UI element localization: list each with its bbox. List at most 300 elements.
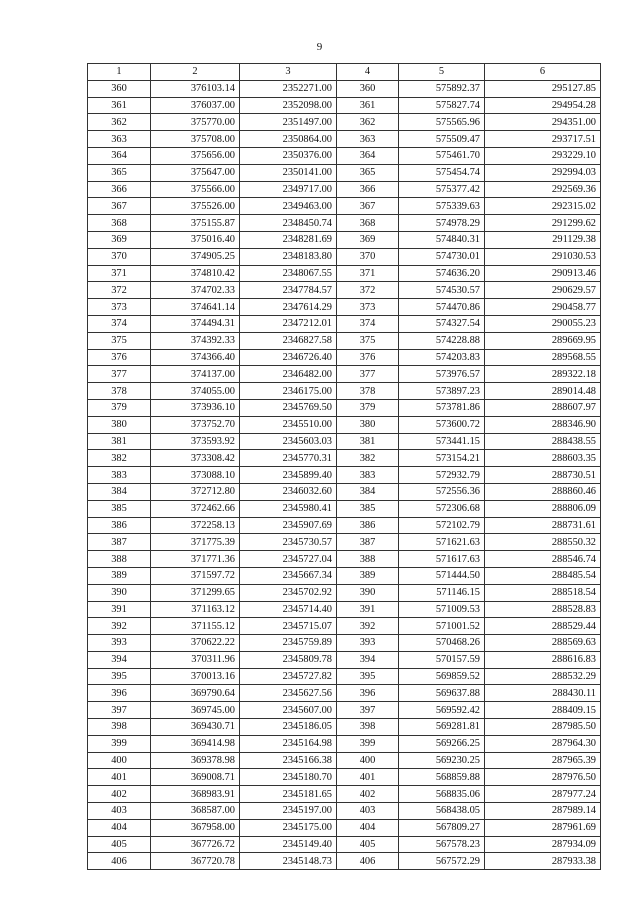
x-coordinate-cell: 369430.71: [151, 719, 240, 736]
point-number-cell: 390: [337, 584, 399, 601]
y-coordinate-cell: 2348183.80: [240, 248, 337, 265]
x-coordinate-cell: 374494.31: [151, 315, 240, 332]
point-number-cell: 396: [337, 685, 399, 702]
point-number-cell: 403: [88, 803, 151, 820]
y-coordinate-cell: 2350376.00: [240, 147, 337, 164]
table-row: [88, 668, 601, 685]
point-number-cell: 384: [88, 483, 151, 500]
y-coordinate-cell: 287965.39: [485, 752, 601, 769]
table-row: [88, 786, 601, 803]
y-coordinate-cell: 2348281.69: [240, 231, 337, 248]
y-coordinate-cell: 294351.00: [485, 114, 601, 131]
x-coordinate-cell: 570157.59: [399, 651, 485, 668]
x-coordinate-cell: 574228.88: [399, 332, 485, 349]
point-number-cell: 395: [88, 668, 151, 685]
x-coordinate-cell: 573781.86: [399, 399, 485, 416]
table-row: [88, 853, 601, 870]
table-row: [88, 635, 601, 652]
y-coordinate-cell: 288546.74: [485, 551, 601, 568]
x-coordinate-cell: 370311.96: [151, 651, 240, 668]
x-coordinate-cell: 370622.22: [151, 635, 240, 652]
table-row: [88, 534, 601, 551]
point-number-cell: 389: [88, 567, 151, 584]
x-coordinate-cell: 375526.00: [151, 198, 240, 215]
x-coordinate-cell: 373308.42: [151, 450, 240, 467]
x-coordinate-cell: 575565.96: [399, 114, 485, 131]
table-row: [88, 836, 601, 853]
table-row: [88, 399, 601, 416]
y-coordinate-cell: 2346726.40: [240, 349, 337, 366]
point-number-cell: 390: [88, 584, 151, 601]
x-coordinate-cell: 568835.06: [399, 786, 485, 803]
x-coordinate-cell: 567578.23: [399, 836, 485, 853]
point-number-cell: 368: [337, 215, 399, 232]
point-number-cell: 391: [337, 601, 399, 618]
point-number-cell: 377: [337, 366, 399, 383]
y-coordinate-cell: 2348067.55: [240, 265, 337, 282]
point-number-cell: 385: [337, 500, 399, 517]
table-row: [88, 618, 601, 635]
y-coordinate-cell: 295127.85: [485, 80, 601, 97]
y-coordinate-cell: 2350141.00: [240, 164, 337, 181]
point-number-cell: 388: [337, 551, 399, 568]
y-coordinate-cell: 2345181.65: [240, 786, 337, 803]
x-coordinate-cell: 367720.78: [151, 853, 240, 870]
y-coordinate-cell: 289669.95: [485, 332, 601, 349]
table-row: [88, 282, 601, 299]
x-coordinate-cell: 573441.15: [399, 433, 485, 450]
table-row: [88, 416, 601, 433]
x-coordinate-cell: 574470.86: [399, 299, 485, 316]
point-number-cell: 373: [337, 299, 399, 316]
y-coordinate-cell: 291299.62: [485, 215, 601, 232]
point-number-cell: 403: [337, 803, 399, 820]
point-number-cell: 400: [337, 752, 399, 769]
y-coordinate-cell: 288730.51: [485, 467, 601, 484]
x-coordinate-cell: 573154.21: [399, 450, 485, 467]
coordinates-table: [87, 63, 601, 870]
column-header: 2: [151, 64, 240, 81]
table-row: [88, 735, 601, 752]
x-coordinate-cell: 575377.42: [399, 181, 485, 198]
table-row: [88, 131, 601, 148]
point-number-cell: 372: [88, 282, 151, 299]
y-coordinate-cell: 287964.30: [485, 735, 601, 752]
table-row: [88, 483, 601, 500]
point-number-cell: 367: [88, 198, 151, 215]
y-coordinate-cell: 2345769.50: [240, 399, 337, 416]
x-coordinate-cell: 375155.87: [151, 215, 240, 232]
table-row: [88, 752, 601, 769]
table-row: [88, 433, 601, 450]
x-coordinate-cell: 574530.57: [399, 282, 485, 299]
x-coordinate-cell: 575461.70: [399, 147, 485, 164]
x-coordinate-cell: 573600.72: [399, 416, 485, 433]
y-coordinate-cell: 2345164.98: [240, 735, 337, 752]
x-coordinate-cell: 374810.42: [151, 265, 240, 282]
y-coordinate-cell: 289568.55: [485, 349, 601, 366]
x-coordinate-cell: 567572.29: [399, 853, 485, 870]
column-header: 3: [240, 64, 337, 81]
point-number-cell: 384: [337, 483, 399, 500]
y-coordinate-cell: 287961.69: [485, 819, 601, 836]
x-coordinate-cell: 369378.98: [151, 752, 240, 769]
table-row: [88, 769, 601, 786]
y-coordinate-cell: 288550.32: [485, 534, 601, 551]
point-number-cell: 375: [88, 332, 151, 349]
x-coordinate-cell: 569266.25: [399, 735, 485, 752]
point-number-cell: 376: [337, 349, 399, 366]
point-number-cell: 365: [337, 164, 399, 181]
table-row: [88, 819, 601, 836]
point-number-cell: 406: [88, 853, 151, 870]
y-coordinate-cell: 288346.90: [485, 416, 601, 433]
x-coordinate-cell: 369745.00: [151, 702, 240, 719]
point-number-cell: 363: [88, 131, 151, 148]
y-coordinate-cell: 2346032.60: [240, 483, 337, 500]
y-coordinate-cell: 2345607.00: [240, 702, 337, 719]
y-coordinate-cell: 2345730.57: [240, 534, 337, 551]
x-coordinate-cell: 572932.79: [399, 467, 485, 484]
y-coordinate-cell: 2345180.70: [240, 769, 337, 786]
x-coordinate-cell: 568438.05: [399, 803, 485, 820]
table-row: [88, 702, 601, 719]
x-coordinate-cell: 575827.74: [399, 97, 485, 114]
y-coordinate-cell: 2345197.00: [240, 803, 337, 820]
point-number-cell: 387: [88, 534, 151, 551]
x-coordinate-cell: 375647.00: [151, 164, 240, 181]
y-coordinate-cell: 2349463.00: [240, 198, 337, 215]
column-header: 1: [88, 64, 151, 81]
column-header: 4: [337, 64, 399, 81]
x-coordinate-cell: 575892.37: [399, 80, 485, 97]
table-row: [88, 567, 601, 584]
point-number-cell: 399: [88, 735, 151, 752]
y-coordinate-cell: 2352271.00: [240, 80, 337, 97]
table-row: [88, 248, 601, 265]
x-coordinate-cell: 569230.25: [399, 752, 485, 769]
point-number-cell: 362: [337, 114, 399, 131]
point-number-cell: 370: [337, 248, 399, 265]
x-coordinate-cell: 574840.31: [399, 231, 485, 248]
x-coordinate-cell: 569281.81: [399, 719, 485, 736]
x-coordinate-cell: 367726.72: [151, 836, 240, 853]
table-row: [88, 450, 601, 467]
point-number-cell: 393: [88, 635, 151, 652]
table-header-row: [88, 64, 601, 81]
x-coordinate-cell: 569859.52: [399, 668, 485, 685]
column-header: 5: [399, 64, 485, 81]
y-coordinate-cell: 288438.55: [485, 433, 601, 450]
y-coordinate-cell: 2345714.40: [240, 601, 337, 618]
x-coordinate-cell: 571621.63: [399, 534, 485, 551]
y-coordinate-cell: 2345667.34: [240, 567, 337, 584]
x-coordinate-cell: 373593.92: [151, 433, 240, 450]
y-coordinate-cell: 2345149.40: [240, 836, 337, 853]
table-row: [88, 517, 601, 534]
table-row: [88, 299, 601, 316]
x-coordinate-cell: 374702.33: [151, 282, 240, 299]
x-coordinate-cell: 368587.00: [151, 803, 240, 820]
y-coordinate-cell: 288528.83: [485, 601, 601, 618]
x-coordinate-cell: 374137.00: [151, 366, 240, 383]
x-coordinate-cell: 575509.47: [399, 131, 485, 148]
x-coordinate-cell: 570468.26: [399, 635, 485, 652]
point-number-cell: 388: [88, 551, 151, 568]
point-number-cell: 367: [337, 198, 399, 215]
table-row: [88, 198, 601, 215]
table-row: [88, 584, 601, 601]
x-coordinate-cell: 371775.39: [151, 534, 240, 551]
x-coordinate-cell: 373752.70: [151, 416, 240, 433]
y-coordinate-cell: 294954.28: [485, 97, 601, 114]
x-coordinate-cell: 367958.00: [151, 819, 240, 836]
point-number-cell: 381: [88, 433, 151, 450]
point-number-cell: 381: [337, 433, 399, 450]
table-row: [88, 383, 601, 400]
x-coordinate-cell: 571617.63: [399, 551, 485, 568]
table-row: [88, 231, 601, 248]
x-coordinate-cell: 573976.57: [399, 366, 485, 383]
y-coordinate-cell: 289322.18: [485, 366, 601, 383]
table-row: [88, 467, 601, 484]
y-coordinate-cell: 288569.63: [485, 635, 601, 652]
x-coordinate-cell: 572306.68: [399, 500, 485, 517]
x-coordinate-cell: 369790.64: [151, 685, 240, 702]
table-row: [88, 114, 601, 131]
y-coordinate-cell: 2345166.38: [240, 752, 337, 769]
y-coordinate-cell: 291129.38: [485, 231, 601, 248]
point-number-cell: 397: [88, 702, 151, 719]
point-number-cell: 387: [337, 534, 399, 551]
y-coordinate-cell: 288731.61: [485, 517, 601, 534]
y-coordinate-cell: 287933.38: [485, 853, 601, 870]
point-number-cell: 360: [88, 80, 151, 97]
table-row: [88, 651, 601, 668]
point-number-cell: 397: [337, 702, 399, 719]
y-coordinate-cell: 2348450.74: [240, 215, 337, 232]
point-number-cell: 380: [337, 416, 399, 433]
y-coordinate-cell: 290458.77: [485, 299, 601, 316]
x-coordinate-cell: 574203.83: [399, 349, 485, 366]
point-number-cell: 401: [337, 769, 399, 786]
y-coordinate-cell: 2346175.00: [240, 383, 337, 400]
x-coordinate-cell: 571009.53: [399, 601, 485, 618]
point-number-cell: 394: [88, 651, 151, 668]
table-body: [88, 80, 601, 869]
point-number-cell: 360: [337, 80, 399, 97]
x-coordinate-cell: 372712.80: [151, 483, 240, 500]
y-coordinate-cell: 2345186.05: [240, 719, 337, 736]
y-coordinate-cell: 292569.36: [485, 181, 601, 198]
table-row: [88, 349, 601, 366]
y-coordinate-cell: 287934.09: [485, 836, 601, 853]
table-row: [88, 803, 601, 820]
y-coordinate-cell: 2345702.92: [240, 584, 337, 601]
point-number-cell: 379: [88, 399, 151, 416]
y-coordinate-cell: 287989.14: [485, 803, 601, 820]
y-coordinate-cell: 290055.23: [485, 315, 601, 332]
y-coordinate-cell: 293717.51: [485, 131, 601, 148]
point-number-cell: 399: [337, 735, 399, 752]
x-coordinate-cell: 372258.13: [151, 517, 240, 534]
point-number-cell: 396: [88, 685, 151, 702]
x-coordinate-cell: 374366.40: [151, 349, 240, 366]
y-coordinate-cell: 2352098.00: [240, 97, 337, 114]
y-coordinate-cell: 288603.35: [485, 450, 601, 467]
point-number-cell: 402: [337, 786, 399, 803]
point-number-cell: 363: [337, 131, 399, 148]
point-number-cell: 395: [337, 668, 399, 685]
point-number-cell: 378: [88, 383, 151, 400]
y-coordinate-cell: 2345175.00: [240, 819, 337, 836]
column-header: 6: [485, 64, 601, 81]
x-coordinate-cell: 572102.79: [399, 517, 485, 534]
x-coordinate-cell: 369008.71: [151, 769, 240, 786]
table-row: [88, 719, 601, 736]
y-coordinate-cell: 2345603.03: [240, 433, 337, 450]
point-number-cell: 386: [337, 517, 399, 534]
table-row: [88, 215, 601, 232]
y-coordinate-cell: 290913.46: [485, 265, 601, 282]
point-number-cell: 366: [88, 181, 151, 198]
y-coordinate-cell: 2351497.00: [240, 114, 337, 131]
table-row: [88, 147, 601, 164]
y-coordinate-cell: 2345727.04: [240, 551, 337, 568]
y-coordinate-cell: 2345759.89: [240, 635, 337, 652]
x-coordinate-cell: 575339.63: [399, 198, 485, 215]
y-coordinate-cell: 288409.15: [485, 702, 601, 719]
y-coordinate-cell: 2345715.07: [240, 618, 337, 635]
y-coordinate-cell: 2345907.69: [240, 517, 337, 534]
y-coordinate-cell: 292994.03: [485, 164, 601, 181]
point-number-cell: 364: [88, 147, 151, 164]
x-coordinate-cell: 371597.72: [151, 567, 240, 584]
table-row: [88, 265, 601, 282]
point-number-cell: 361: [88, 97, 151, 114]
y-coordinate-cell: 292315.02: [485, 198, 601, 215]
point-number-cell: 382: [88, 450, 151, 467]
point-number-cell: 386: [88, 517, 151, 534]
table-row: [88, 366, 601, 383]
y-coordinate-cell: 2346482.00: [240, 366, 337, 383]
point-number-cell: 368: [88, 215, 151, 232]
page-number: 9: [316, 41, 323, 53]
x-coordinate-cell: 374392.33: [151, 332, 240, 349]
y-coordinate-cell: 287977.24: [485, 786, 601, 803]
point-number-cell: 377: [88, 366, 151, 383]
table-row: [88, 551, 601, 568]
y-coordinate-cell: 288806.09: [485, 500, 601, 517]
y-coordinate-cell: 2349717.00: [240, 181, 337, 198]
point-number-cell: 400: [88, 752, 151, 769]
x-coordinate-cell: 573897.23: [399, 383, 485, 400]
y-coordinate-cell: 288430.11: [485, 685, 601, 702]
y-coordinate-cell: 2345980.41: [240, 500, 337, 517]
point-number-cell: 398: [88, 719, 151, 736]
table-row: [88, 80, 601, 97]
y-coordinate-cell: 288485.54: [485, 567, 601, 584]
point-number-cell: 372: [337, 282, 399, 299]
point-number-cell: 398: [337, 719, 399, 736]
point-number-cell: 389: [337, 567, 399, 584]
point-number-cell: 383: [337, 467, 399, 484]
y-coordinate-cell: 2346827.58: [240, 332, 337, 349]
y-coordinate-cell: 2345627.56: [240, 685, 337, 702]
point-number-cell: 391: [88, 601, 151, 618]
y-coordinate-cell: 288529.44: [485, 618, 601, 635]
point-number-cell: 392: [88, 618, 151, 635]
point-number-cell: 374: [337, 315, 399, 332]
x-coordinate-cell: 373936.10: [151, 399, 240, 416]
x-coordinate-cell: 371299.65: [151, 584, 240, 601]
point-number-cell: 404: [88, 819, 151, 836]
x-coordinate-cell: 375708.00: [151, 131, 240, 148]
x-coordinate-cell: 374905.25: [151, 248, 240, 265]
y-coordinate-cell: 288518.54: [485, 584, 601, 601]
y-coordinate-cell: 2350864.00: [240, 131, 337, 148]
point-number-cell: 385: [88, 500, 151, 517]
x-coordinate-cell: 375566.00: [151, 181, 240, 198]
point-number-cell: 380: [88, 416, 151, 433]
point-number-cell: 371: [337, 265, 399, 282]
x-coordinate-cell: 568859.88: [399, 769, 485, 786]
x-coordinate-cell: 569637.88: [399, 685, 485, 702]
y-coordinate-cell: 2347784.57: [240, 282, 337, 299]
point-number-cell: 406: [337, 853, 399, 870]
y-coordinate-cell: 2345809.78: [240, 651, 337, 668]
y-coordinate-cell: 289014.48: [485, 383, 601, 400]
point-number-cell: 383: [88, 467, 151, 484]
table-row: [88, 685, 601, 702]
point-number-cell: 364: [337, 147, 399, 164]
x-coordinate-cell: 574327.54: [399, 315, 485, 332]
x-coordinate-cell: 372462.66: [151, 500, 240, 517]
table-row: [88, 97, 601, 114]
y-coordinate-cell: 293229.10: [485, 147, 601, 164]
point-number-cell: 382: [337, 450, 399, 467]
point-number-cell: 370: [88, 248, 151, 265]
table-row: [88, 315, 601, 332]
table-row: [88, 164, 601, 181]
y-coordinate-cell: 287976.50: [485, 769, 601, 786]
x-coordinate-cell: 373088.10: [151, 467, 240, 484]
x-coordinate-cell: 371155.12: [151, 618, 240, 635]
x-coordinate-cell: 375016.40: [151, 231, 240, 248]
y-coordinate-cell: 2347212.01: [240, 315, 337, 332]
x-coordinate-cell: 374055.00: [151, 383, 240, 400]
y-coordinate-cell: 2347614.29: [240, 299, 337, 316]
point-number-cell: 392: [337, 618, 399, 635]
x-coordinate-cell: 369414.98: [151, 735, 240, 752]
table-row: [88, 601, 601, 618]
table-row: [88, 500, 601, 517]
y-coordinate-cell: 288616.83: [485, 651, 601, 668]
point-number-cell: 394: [337, 651, 399, 668]
point-number-cell: 373: [88, 299, 151, 316]
x-coordinate-cell: 375656.00: [151, 147, 240, 164]
point-number-cell: 379: [337, 399, 399, 416]
point-number-cell: 405: [88, 836, 151, 853]
y-coordinate-cell: 288860.46: [485, 483, 601, 500]
x-coordinate-cell: 376103.14: [151, 80, 240, 97]
x-coordinate-cell: 567809.27: [399, 819, 485, 836]
table-row: [88, 181, 601, 198]
x-coordinate-cell: 371163.12: [151, 601, 240, 618]
x-coordinate-cell: 571001.52: [399, 618, 485, 635]
x-coordinate-cell: 368983.91: [151, 786, 240, 803]
y-coordinate-cell: 2345770.31: [240, 450, 337, 467]
